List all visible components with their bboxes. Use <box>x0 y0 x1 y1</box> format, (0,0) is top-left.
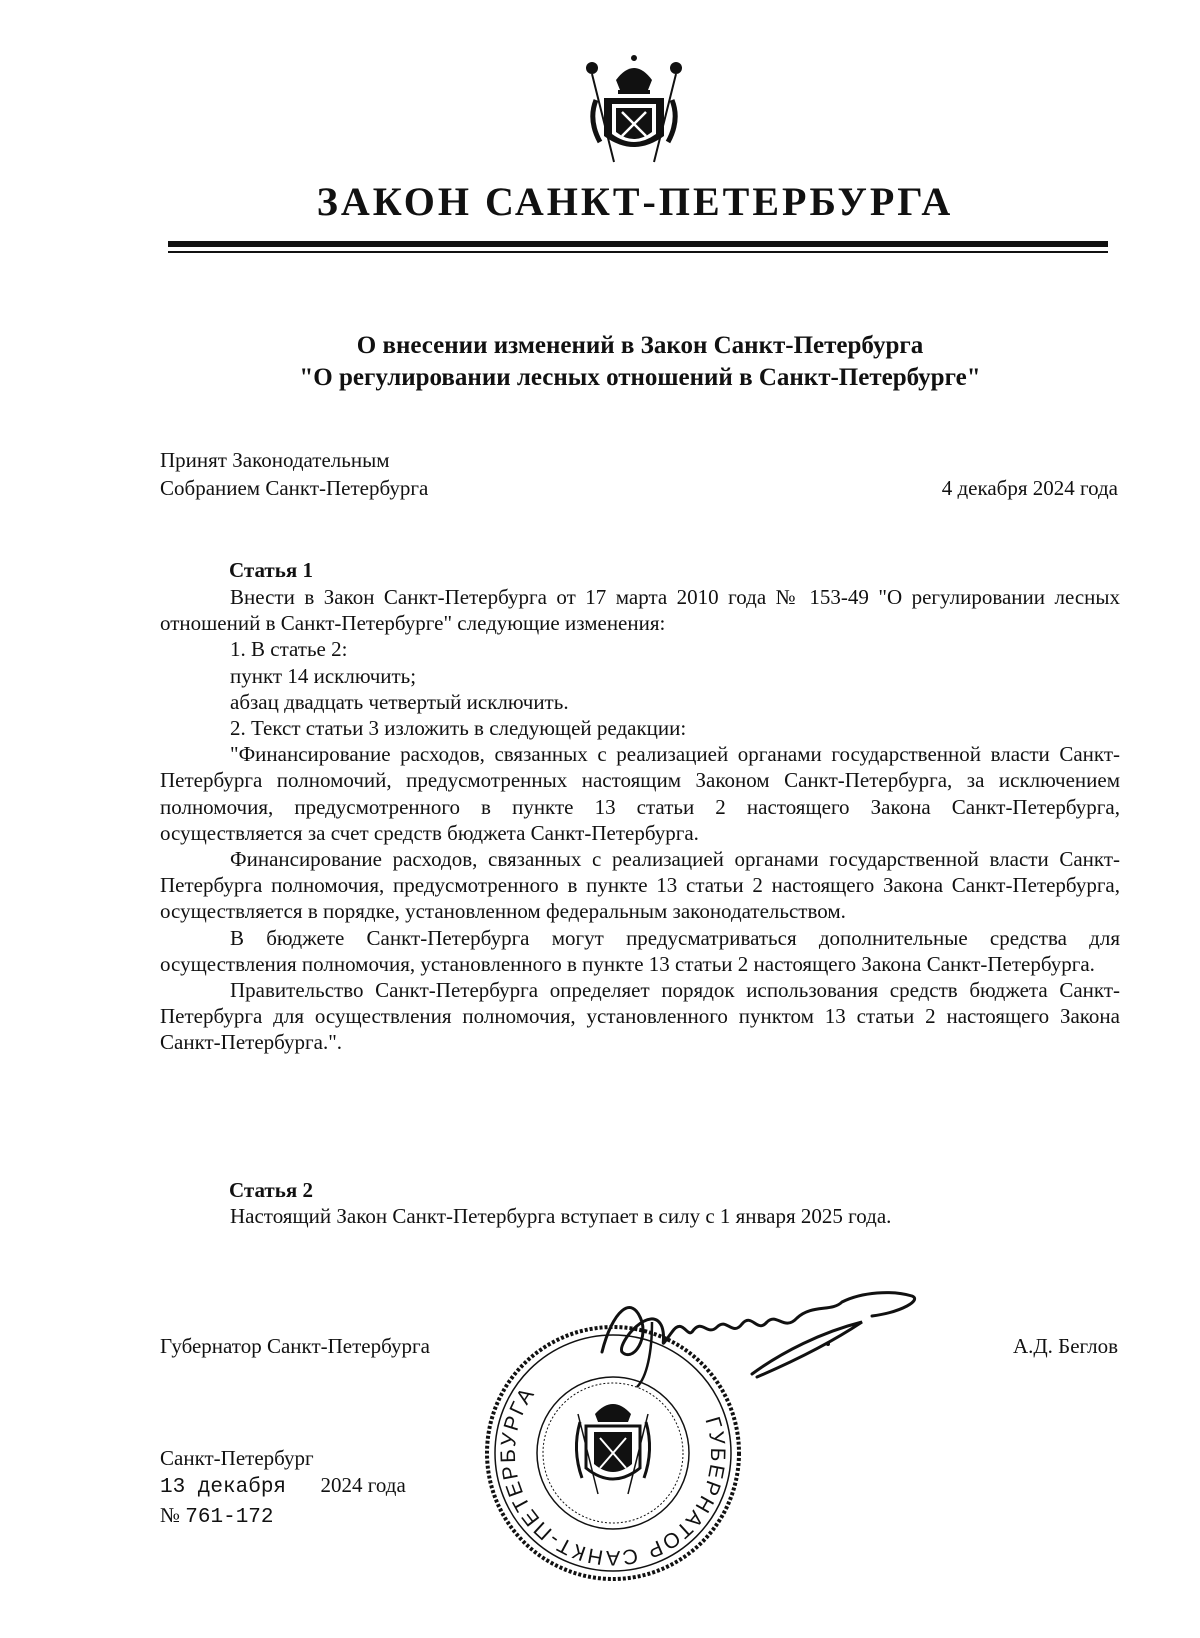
article-1-heading: Статья 1 <box>229 558 313 582</box>
article-1-paragraph: Правительство Санкт-Петербурга определяет порядок использования средств бюджета Санкт-Петербурга для осуществления полномочия, установленного пунктом 13 статьи 2 настоящего Закона Санкт-Петербурга.". <box>160 978 1120 1055</box>
article-1-paragraph: 1. В статье 2: <box>230 637 348 662</box>
article-1-paragraph: "Финансирование расходов, связанных с реализацией органами государственной власти Санкт-Петербурга полномочий, предусмотренных настоящим Законом Санкт-Петербурга, за исключением полномочия, предусмотренного в пункте 13 статьи 2 настоящего Закона Санкт-Петербурга, осуществляется за счет средств бюджета Санкт-Петербурга. <box>160 742 1120 845</box>
adoption-line-1: Принят Законодательным <box>160 448 390 472</box>
law-number-prefix: № <box>160 1503 181 1527</box>
signing-date <box>160 1473 406 1499</box>
signatory-name: А.Д. Беглов <box>1012 1334 1118 1358</box>
article-1-body <box>160 584 1120 1056</box>
article-2-heading: Статья 2 <box>229 1178 313 1202</box>
article-1-paragraph: В бюджете Санкт-Петербурга могут предусматриваться дополнительные средства для осуществления полномочия, установленного в пункте 13 статьи 2 настоящего Закона Санкт-Петербурга. <box>160 925 1120 976</box>
law-number <box>160 1503 274 1529</box>
subtitle-line-1: О внесении изменений в Закон Санкт-Петербурга <box>356 332 924 359</box>
signatory-role: Губернатор Санкт-Петербурга <box>160 1334 430 1358</box>
adoption-date: 4 декабря 2024 года <box>941 476 1118 500</box>
handwritten-signature <box>592 1282 952 1392</box>
signing-date-year: 2024 года <box>320 1473 406 1497</box>
law-number-value: 761-172 <box>185 1506 274 1529</box>
adoption-line-2: Собранием Санкт-Петербурга <box>160 476 429 500</box>
article-1-paragraph: Внести в Закон Санкт-Петербурга от 17 марта 2010 года № 153-49 "О регулировании лесных отношений в Санкт-Петербурге" следующие изменения: <box>160 585 1120 636</box>
adoption-note <box>160 446 428 502</box>
article-2-paragraph: Настоящий Закон Санкт-Петербурга вступает в силу с 1 января 2025 года. <box>230 1204 892 1228</box>
signing-date-day-month: 13 декабря <box>160 1476 287 1499</box>
signing-place: Санкт-Петербург <box>160 1446 314 1470</box>
article-1-paragraph: Финансирование расходов, связанных с реализацией органами государственной власти Санкт-Петербурга полномочия, предусмотренного в пункте 13 статьи 2 настоящего Закона Санкт-Петербурга, осуществляется в порядке, установленном федеральным законодательством. <box>160 847 1120 924</box>
header-rule-thick <box>168 241 1108 247</box>
article-1-paragraph: 2. Текст статьи 3 изложить в следующей редакции: <box>230 716 687 741</box>
article-1-paragraph: абзац двадцать четвертый исключить. <box>230 689 569 714</box>
subtitle-line-2: "О регулировании лесных отношений в Санкт-Петербурге" <box>299 364 981 391</box>
article-1-paragraph: пункт 14 исключить; <box>230 663 417 688</box>
coat-of-arms-emblem <box>574 50 694 170</box>
law-subtitle <box>120 330 1160 394</box>
document-title: ЗАКОН САНКТ-ПЕТЕРБУРГА <box>316 179 954 224</box>
article-2-body <box>160 1203 1120 1229</box>
header-rule-thin <box>168 251 1108 253</box>
seal-inscription: ГУБЕРНАТОР САНКТ-ПЕТЕРБУРГА <box>496 1382 730 1570</box>
